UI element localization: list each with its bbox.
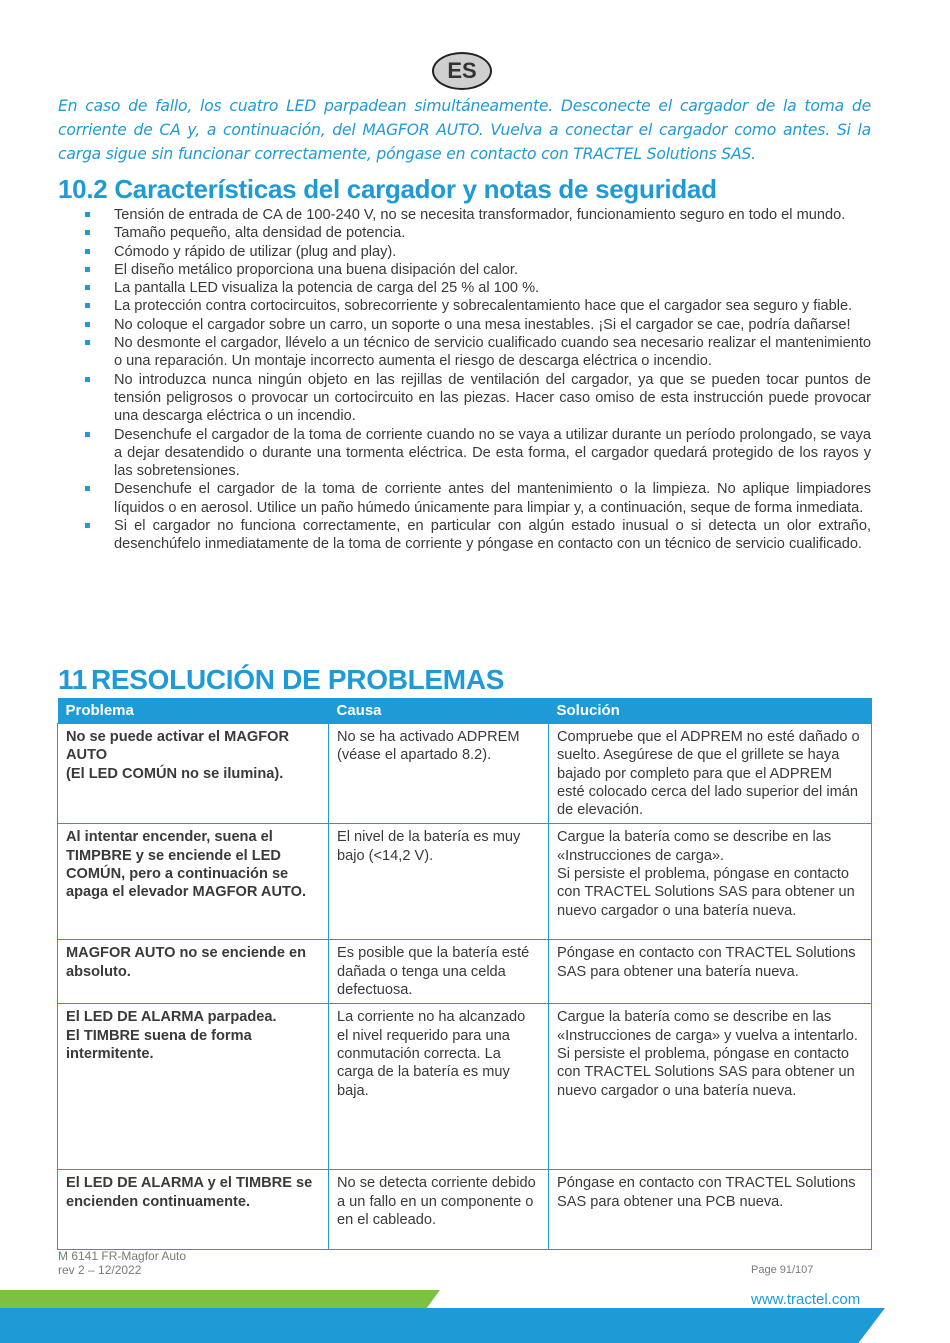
cell-text: MAGFOR AUTO no se enciende en absoluto. [66,945,307,980]
table-cell-problem [58,940,329,1004]
list-item [58,243,871,261]
cell-text: Si persiste el problema, póngase en contacto con TRACTEL Solutions SAS para obtener un nuevo cargador o una batería nueva. [557,866,855,919]
table-cell-problem [58,1004,329,1170]
table-cell-solution [549,724,872,824]
table-cell-problem [58,724,329,824]
section-title: RESOLUCIÓN DE PROBLEMAS [91,664,505,695]
table-cell-problem [58,824,329,940]
table-cell-solution [549,824,872,940]
cell-text: El LED DE ALARMA parpadea. [66,1009,277,1026]
list-item-text: No desmonte el cargador, llévelo a un técnico de servicio cualificado cuando sea necesario realizar el mantenimiento o una reparación. Un montaje incorrecto aumenta el riesgo de descarga eléctrica o incendio. [114,335,871,370]
table-cell-solution [549,1170,872,1250]
square-bullet-icon [85,285,90,290]
table-row [58,1004,872,1170]
charger-features-list [58,206,871,554]
list-item [58,371,871,426]
section-heading-10-2: 10.2 Características del cargador y notas de seguridad [58,174,717,204]
list-item-text: Cómodo y rápido de utilizar (plug and play). [114,243,397,260]
cell-text: Póngase en contacto con TRACTEL Solutions SAS para obtener una batería nueva. [557,945,856,980]
list-item-text: La protección contra cortocircuitos, sobrecorriente y sobrecalentamiento hace que el cargador sea seguro y fiable. [114,298,853,315]
footer-page-number: Page 91/107 [751,1264,814,1276]
square-bullet-icon [85,322,90,327]
cell-text: Cargue la batería como se describe en las «Instrucciones de carga». [557,829,832,864]
table-cell-cause [329,1004,549,1170]
square-bullet-icon [85,230,90,235]
cell-text: El LED DE ALARMA y el TIMBRE se encienden continuamente. [66,1175,313,1210]
table-cell-cause [329,1170,549,1250]
cell-text: Si persiste el problema, póngase en contacto con TRACTEL Solutions SAS para obtener un nuevo cargador o una batería nueva. [557,1045,855,1099]
list-item [58,297,871,315]
footer-blue-band [0,1308,885,1343]
list-item-text: Tamaño pequeño, alta densidad de potencia. [114,225,406,242]
list-item [58,426,871,481]
table-row [58,824,872,940]
table-row [58,1170,872,1250]
list-item-text: No introduzca nunca ningún objeto en las rejillas de ventilación del cargador, ya que se pueden tocar puntos de tensión peligrosos o provocar un cortocircuito en las piezas. Hacer caso omiso de esta instrucción puede provocar una descarga eléctrica o un incendio. [114,371,871,425]
table-row [58,940,872,1004]
section-number: 11 [58,664,87,695]
cell-text: El nivel de la batería es muy bajo (<14,2 V). [337,829,521,864]
cell-text: Compruebe que el ADPREM no esté dañado o suelto. Asegúrese de que el grillete se haya bajado por completo para que el ADPREM esté colocado cerca del lado superior del imán de elevación. [557,729,860,819]
intro-paragraph: En caso de fallo, los cuatro LED parpadean simultáneamente. Desconecte el cargador de la toma de corriente de CA y, a continuación, del MAGFOR AUTO. Vuelva a conectar el cargador como antes. Si la carga sigue sin funcionar correctamente, póngase en contacto con TRACTEL Solutions SAS. [58,97,871,163]
square-bullet-icon [85,486,90,491]
list-item [58,261,871,279]
cell-text: No se puede activar el MAGFOR AUTO [66,729,290,764]
cell-text: Es posible que la batería esté dañada o tenga una celda defectuosa. [337,945,530,999]
footer-website-link[interactable]: www.tractel.com [751,1291,861,1308]
footer-doc-ref: M 6141 FR-Magfor Auto [58,1249,187,1263]
table-header-row [58,698,872,724]
cell-text: No se detecta corriente debido a un fallo en un componente o en el cableado. [337,1175,536,1228]
list-item [58,279,871,297]
footer-document-info [58,1249,186,1277]
table-cell-solution [549,940,872,1004]
table-row [58,724,872,824]
table-cell-cause [329,940,549,1004]
section-heading-11 [58,664,504,696]
list-item [58,334,871,371]
footer-green-band [0,1290,440,1308]
table-cell-cause [329,824,549,940]
column-header-cause: Causa [329,698,549,724]
cell-text: Al intentar encender, suena el TIMPBRE y se enciende el LED COMÚN, pero a continuación se apaga el elevador MAGFOR AUTO. [66,829,307,901]
cell-text: La corriente no ha alcanzado el nivel requerido para una conmutación correcta. La carga de la batería es muy baja. [337,1009,526,1099]
table-cell-cause [329,724,549,824]
column-header-problem: Problema [58,698,329,724]
cell-text: El TIMBRE suena de forma intermitente. [66,1027,252,1062]
list-item-text: Desenchufe el cargador de la toma de corriente cuando no se vaya a utilizar durante un período prolongado, se vaya a dejar desatendido o durante una tormenta eléctrica. De esta forma, el cargador quedará protegido de los rayos y las sobretensiones. [114,426,871,480]
square-bullet-icon [85,377,90,382]
square-bullet-icon [85,340,90,345]
cell-text: No se ha activado ADPREM (véase el apartado 8.2). [337,729,520,764]
column-header-solution: Solución [549,698,872,724]
square-bullet-icon [85,267,90,272]
list-item-text: La pantalla LED visualiza la potencia de carga del 25 % al 100 %. [114,280,540,297]
list-item-text: No coloque el cargador sobre un carro, un soporte o una mesa inestables. ¡Si el cargador se cae, podría dañarse! [114,316,851,333]
list-item [58,206,871,224]
table-cell-solution [549,1004,872,1170]
square-bullet-icon [85,303,90,308]
list-item [58,480,871,517]
cell-text: (El LED COMÚN no se ilumina). [66,765,284,782]
language-badge: ES [432,52,492,90]
square-bullet-icon [85,432,90,437]
list-item [58,316,871,334]
list-item-text: Si el cargador no funciona correctamente, en particular con algún estado inusual o si detecta un olor extraño, desenchúfelo inmediatamente de la toma de corriente y póngase en contacto con un técnico de servicio cualificado. [114,518,871,553]
square-bullet-icon [85,523,90,528]
list-item-text: Desenchufe el cargador de la toma de corriente antes del mantenimiento o la limpieza. No aplique limpiadores líquidos o en aerosol. Utilice un paño húmedo únicamente para limpiar y, a continuación, seque de forma inmediata. [114,481,871,516]
square-bullet-icon [85,212,90,217]
square-bullet-icon [85,249,90,254]
cell-text: Póngase en contacto con TRACTEL Solutions SAS para obtener una PCB nueva. [557,1175,856,1210]
footer-revision: rev 2 – 12/2022 [58,1263,142,1277]
table-cell-problem [58,1170,329,1250]
list-item [58,224,871,242]
list-item [58,517,871,554]
cell-text: Cargue la batería como se describe en las «Instrucciones de carga» y vuelva a intentarlo. [557,1009,858,1044]
list-item-text: El diseño metálico proporciona una buena disipación del calor. [114,261,519,278]
troubleshooting-table [57,698,872,1250]
list-item-text: Tensión de entrada de CA de 100-240 V, no se necesita transformador, funcionamiento seguro en todo el mundo. [114,207,846,223]
